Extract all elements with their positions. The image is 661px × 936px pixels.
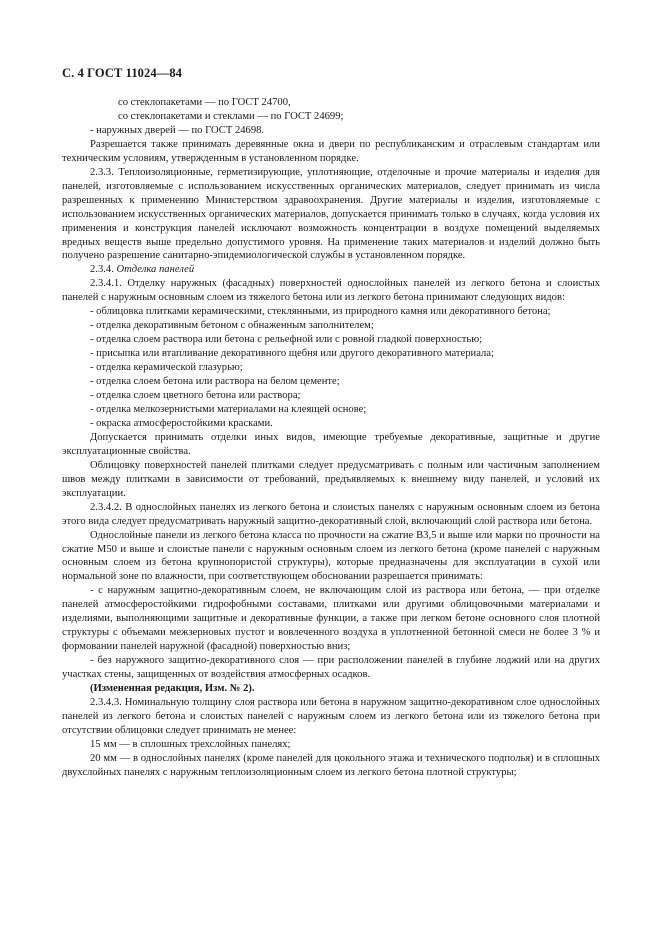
- list-item: - присыпка или втапливание декоративного щебня или другого декоративного материала;: [90, 348, 494, 360]
- paragraph: 20 мм — в однослойных панелях (кроме панелей для цокольного этажа и технического подполья) и в сплошных двухслойных панелях с наружным теплоизоляционным слоем из легкого бетона плотной структуры;: [62, 752, 600, 778]
- paragraph: Однослойные панели из легкого бетона класса по прочности на сжатие В3,5 и выше или марки по прочности на сжатие М50 и выше и слоистые панели с наружным основным слоем из легкого бетона (кроме панелей с наружным основным слоем из бетона крупнопористой структуры), которые предназначены для эксплуатации в сухой или нормальной зоне по влажности, при соответствующем обосновании разрешается принимать:: [62, 529, 600, 583]
- section-number: 2.3.4.: [90, 264, 114, 276]
- paragraph: Облицовку поверхностей панелей плитками следует предусматривать с полным или частичным заполнением швов между плитками в зависимости от требований, предъявляемых к внешнему виду панелей, и условий их эксплуатации.: [62, 459, 600, 499]
- page-header: С. 4 ГОСТ 11024—84: [62, 66, 183, 80]
- list-item: - отделка декоративным бетоном с обнаженным заполнителем;: [90, 320, 374, 332]
- amendment-note: (Измененная редакция, Изм. № 2).: [90, 683, 255, 695]
- section-heading: [62, 263, 600, 277]
- list-item: - окраска атмосферостойкими красками.: [90, 417, 273, 429]
- paragraph: Допускается принимать отделки иных видов, имеющие требуемые декоративные, защитные и другие эксплуатационные свойства.: [62, 431, 600, 457]
- paragraph: 2.3.4.2. В однослойных панелях из легкого бетона и слоистых панелях с наружным основным слоем из бетона этого вида следует предусматривать наружный защитно-декоративный слой, включающий слой раствора или бетона.: [62, 501, 600, 527]
- paragraph: со стеклопакетами — по ГОСТ 24700,: [118, 97, 291, 108]
- list-item: - отделка мелкозернистыми материалами на клеящей основе;: [90, 403, 367, 415]
- list-item: - отделка слоем раствора или бетона с рельефной или с ровной гладкой поверхностью;: [90, 334, 483, 346]
- paragraph: 2.3.3. Теплоизоляционные, герметизирующие, уплотняющие, отделочные и прочие материалы и изделия для панелей, изготовляемые с использованием искусственных органических материалов, следует принимать из числа разрешенных к применению Министерством здравоохранения. Другие материалы и изделия, изготовляемые с использованием искусственных органических материалов, допускается принимать только в случаях, когда условия их применения и конструкция панелей исключают возможность концентрации в воздухе помещений выделяемых вредных веществ выше предельно допустимого уровня. На применение таких материалов и изделий должно быть получено разрешение санитарно-эпидемиологической службы в установленном порядке.: [62, 166, 600, 262]
- list-item: - с наружным защитно-декоративным слоем, не включающим слой из раствора или бетона, — при отделке панелей атмосферостойкими гидрофобными составами, плитками или другими облицовочными материалами и изделиями, выполняющими защитные и декоративные функции, а также при легком бетоне основного слоя плотной структуры с объемами межзерновых пустот и вовлеченного воздуха в уплотненной бетонной смеси не более 3 % и формовании панелей наружной (фасадной) поверхностью вниз;: [62, 585, 600, 653]
- list-item: - отделка слоем бетона или раствора на белом цементе;: [90, 376, 340, 388]
- list-item: - без наружного защитно-декоративного слоя — при расположении панелей в глубине лоджий или на других участках стены, защищенных от воздействия атмосферных осадков.: [62, 655, 600, 681]
- list-item: - наружных дверей — по ГОСТ 24698.: [90, 124, 265, 136]
- paragraph: 15 мм — в сплошных трехслойных панелях;: [90, 738, 291, 750]
- list-item: - отделка керамической глазурью;: [90, 362, 243, 374]
- paragraph: 2.3.4.1. Отделку наружных (фасадных) поверхностей однослойных панелей из легкого бетона и слоистых панелей с наружным основным слоем из тяжелого бетона или из легкого бетона принимают следующих видов:: [62, 278, 600, 304]
- paragraph: Разрешается также принимать деревянные окна и двери по республиканским и отраслевым стандартам или техническим условиям, утвержденным в установленном порядке.: [62, 138, 600, 164]
- paragraph: со стеклопакетами и стеклами — по ГОСТ 24699;: [118, 110, 344, 122]
- section-title: Отделка панелей: [116, 264, 195, 276]
- list-item: - отделка слоем цветного бетона или раствора;: [90, 390, 301, 402]
- list-item: - облицовка плитками керамическими, стеклянными, из природного камня или декоративного бетона;: [90, 306, 551, 318]
- document-body: [62, 96, 600, 780]
- paragraph: 2.3.4.3. Номинальную толщину слоя раствора или бетона в наружном защитно-декоративном слое однослойных панелей из легкого бетона и слоистых панелей с наружным слоем из легкого бетона или из тяжелого бетона при отсутствии облицовки следует принимать не менее:: [62, 696, 600, 736]
